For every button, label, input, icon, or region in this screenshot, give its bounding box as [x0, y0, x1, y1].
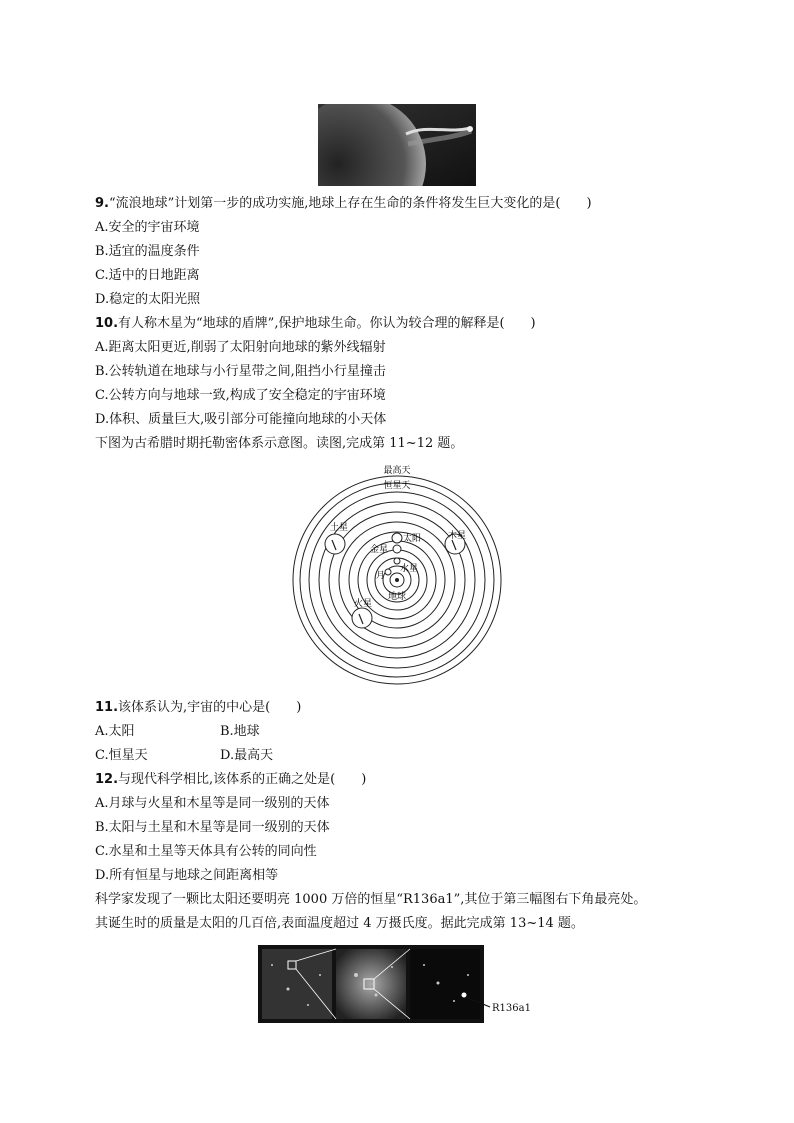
label-fixed-star-heaven: 恒星天: [383, 481, 411, 491]
label-earth: 地球: [388, 592, 407, 602]
question-stem: 与现代科学相比,该体系的正确之处是( ): [118, 772, 367, 787]
intro-13-14-line1: 科学家发现了一颗比太阳还要明亮 1000 万倍的恒星“R136a1”,其位于第三幅图右下角最亮处。: [95, 892, 647, 907]
option-c: C.公转方向与地球一致,构成了安全稳定的宇宙环境: [95, 388, 386, 403]
label-venus: 金星: [370, 545, 389, 555]
option-a: A.距离太阳更近,削弱了太阳射向地球的紫外线辐射: [95, 340, 386, 355]
option-d: D.稳定的太阳光照: [95, 292, 201, 307]
venus-epicycle: [393, 545, 401, 553]
saturn-epicycle: [325, 534, 345, 554]
option-b: B.太阳与土星和木星等是同一级别的天体: [95, 820, 330, 835]
mars-epicycle: [352, 608, 372, 628]
option-b: B.公转轨道在地球与小行星带之间,阻挡小行星撞击: [95, 364, 386, 379]
question-11: [95, 699, 301, 717]
earth-photo: [318, 104, 476, 186]
option-a: A.安全的宇宙环境: [95, 220, 200, 235]
star-label: R136a1: [492, 1003, 531, 1014]
label-mercury: 水星: [400, 564, 419, 574]
question-number: 11.: [95, 700, 119, 715]
option-a: A.太阳: [95, 724, 135, 739]
intro-13-14-line2: 其诞生时的质量是太阳的几百倍,表面温度超过 4 万摄氏度。据此完成第 13~14 题。: [95, 916, 584, 931]
intro-11-12: 下图为古希腊时期托勒密体系示意图。读图,完成第 11~12 题。: [95, 436, 464, 451]
label-jupiter: 木星: [448, 531, 467, 541]
question-number: 9.: [95, 196, 109, 211]
label-moon: 月: [376, 571, 386, 581]
question-9: [95, 195, 592, 213]
option-d: D.最高天: [220, 748, 274, 763]
label-sun: 太阳: [403, 534, 422, 544]
option-d: D.体积、质量巨大,吸引部分可能撞向地球的小天体: [95, 412, 387, 427]
option-b: B.适宜的温度条件: [95, 244, 200, 259]
question-stem: “流浪地球”计划第一步的成功实施,地球上存在生命的条件将发生巨大变化的是( ): [108, 196, 592, 211]
label-highest-heaven: 最高天: [383, 466, 411, 476]
ptolemaic-system-diagram: [290, 462, 504, 690]
option-b: B.地球: [220, 724, 260, 739]
option-c: C.适中的日地距离: [95, 268, 200, 283]
sun-marker: [392, 533, 402, 543]
option-c: C.恒星天: [95, 748, 148, 763]
question-12: [95, 771, 366, 789]
option-c: C.水星和土星等天体具有公转的同向性: [95, 844, 317, 859]
label-mars: 火星: [354, 599, 373, 609]
question-stem: 有人称木星为“地球的盾牌”,保护地球生命。你认为较合理的解释是( ): [118, 316, 536, 331]
question-stem: 该体系认为,宇宙的中心是( ): [118, 700, 302, 715]
question-number: 10.: [95, 316, 119, 331]
moon-marker: [385, 569, 391, 575]
label-saturn: 土星: [330, 523, 349, 533]
option-d: D.所有恒星与地球之间距离相等: [95, 868, 279, 883]
question-10: [95, 315, 536, 333]
option-a: A.月球与火星和木星等是同一级别的天体: [95, 796, 330, 811]
star-field-photos: [258, 945, 548, 1023]
question-number: 12.: [95, 772, 119, 787]
